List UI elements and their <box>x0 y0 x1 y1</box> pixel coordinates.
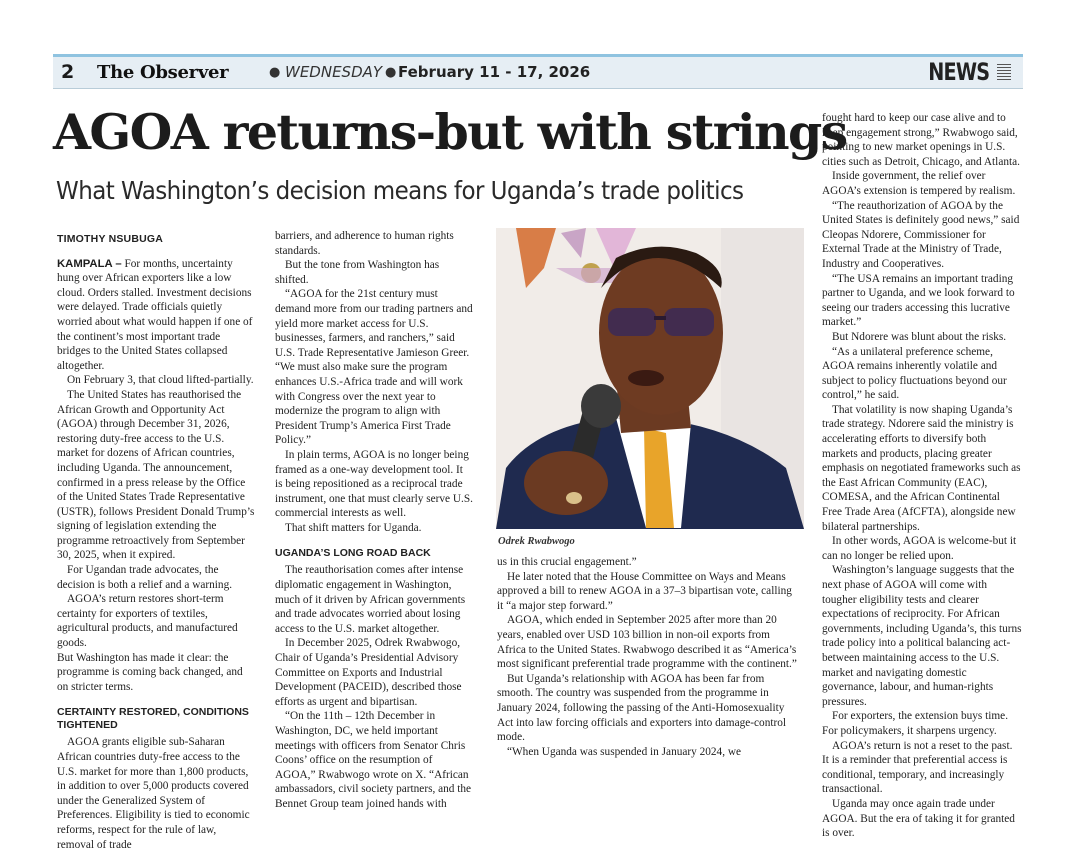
paragraph: AGOA’s return is not a reset to the past. It is a reminder that preferential access is conditional, temporary, and increasingly transactional. <box>822 739 1013 796</box>
paragraph: But Uganda’s relationship with AGOA has been far from smooth. The country was suspended from the programme in January 2024, following the passing of the Anti-Homosexuality Act into law forcing officials and exporters into damage-control mode. <box>497 672 787 744</box>
paragraph: AGOA grants eligible sub-Saharan African countries duty-free access to the U.S. market for more than 1,800 products, in addition to over 5,000 products covered under the Generalized System of Preferences. Eligibility is tied to economic reforms, respect for the rule of law, removal of trade <box>57 736 250 851</box>
bullet-icon: ● <box>385 65 397 80</box>
page-number: 2 <box>61 61 75 83</box>
headline: AGOA returns-but with strings <box>53 103 847 161</box>
section-subheading: UGANDA’S LONG ROAD BACK <box>275 547 431 560</box>
paragraph: AGOA, which ended in September 2025 after more than 20 years, enabled over USD 103 billion in non-oil exports from Africa to the United States. Rwabwogo described it as “America’s most significant preferential trade programme with the continent.” <box>497 614 797 671</box>
weekday: WEDNESDAY <box>285 63 383 81</box>
paragraph: Washington’s language suggests that the next phase of AGOA will come with tougher eligibility tests and clearer expectations of reciprocity. For African governments, including Uganda’s, this turns trade policy into a political balancing act-between maintaining access to the U.S. market and navigating domestic governance, labour, and human-rights pressures. <box>822 564 1022 708</box>
paragraph: But Washington has made it clear: the programme is coming back changed, and on stricter terms. <box>57 651 243 693</box>
paragraph: That shift matters for Uganda. <box>285 521 422 534</box>
lines-icon <box>997 64 1011 82</box>
paragraph: fought hard to keep our case alive and to keep engagement strong,” Rwabwogo said, pointing to new market openings in U.S. cities such as Detroit, Chicago, and Atlanta. <box>822 112 1020 168</box>
paragraph: But Ndorere was blunt about the risks. <box>832 330 1007 343</box>
paragraph: In other words, AGOA is welcome-but it can no longer be relied upon. <box>822 535 1017 562</box>
paragraph: But the tone from Washington has shifted. <box>275 259 440 286</box>
paragraph: On February 3, that cloud lifted-partially. <box>67 374 254 387</box>
paragraph: That volatility is now shaping Uganda’s trade strategy. Ndorere said the ministry is accelerating efforts to diversify both markets and products, placing greater emphasis on negotiated frameworks such as the East African Community (EAC), COMESA, and the African Continental Free Trade Area (AfCFTA), alongside new bilateral partnerships. <box>822 403 1021 533</box>
article-column-3 <box>497 555 797 759</box>
paragraph <box>57 257 255 374</box>
page-header-bar <box>53 54 1023 89</box>
paragraph: “The reauthorization of AGOA by the United States is definitely good news,” said Cleopas Ndorere, Commissioner for External Trade at the Ministry of Trade, Industry and Cooperatives. <box>822 199 1020 270</box>
issue-date: February 11 - 17, 2026 <box>398 63 591 81</box>
paragraph: “When Uganda was suspended in January 2024, we <box>507 745 742 758</box>
bullet-icon: ● <box>269 65 281 80</box>
paragraph: The United States has reauthorised the African Growth and Opportunity Act (AGOA) through December 31, 2026, restoring duty-free access to the U.S. market for dozens of African countries, including Uganda. The announcement, confirmed in a press release by the Office of the United States Trade Representative (USTR), follows President Donald Trump’s signing of legislation extending the programme retroactively from September 30, 2025, when it expired. <box>57 388 255 562</box>
paragraph: Inside government, the relief over AGOA’s extension is tempered by realism. <box>822 170 1016 197</box>
paragraph: us in this crucial engagement.” <box>497 556 637 568</box>
article-column-2 <box>275 229 473 812</box>
paragraph: For Ugandan trade advocates, the decision is both a relief and a warning. <box>57 564 233 591</box>
photo-caption: Odrek Rwabwogo <box>498 536 575 547</box>
lead-dateline: KAMPALA – <box>57 257 122 270</box>
paragraph: For exporters, the extension buys time. For policymakers, it sharpens urgency. <box>822 710 1009 737</box>
section-subheading: CERTAINTY RESTORED, CONDITIONS TIGHTENED <box>57 706 249 732</box>
paragraph: Uganda may once again trade under AGOA. But the era of taking it for granted is over. <box>822 797 1015 840</box>
paragraph: In plain terms, AGOA is no longer being framed as a one-way development tool. It is being repositioned as a reciprocal trade instrument, one that must clearly serve U.S. commercial interests as well. <box>275 448 473 520</box>
subheadline: What Washington’s decision means for Uganda’s trade politics <box>56 176 744 205</box>
paragraph: “The USA remains an important trading partner to Uganda, and we look forward to seeing our traders accessing this lucrative market.” <box>822 272 1015 329</box>
masthead: The Observer <box>97 62 229 83</box>
article-column-1 <box>57 232 255 852</box>
paragraph: He later noted that the House Committee on Ways and Means approved a bill to renew AGOA in a 37–3 bipartisan vote, calling it “a major step forward.” <box>497 570 792 612</box>
paragraph: “AGOA for the 21st century must demand more from our trading partners and yield more market access for U.S. businesses, farmers, and ranchers,” said U.S. Trade Representative Jamieson Greer. “We must also make sure the program enhances U.S.-Africa trade and will work with Congress over the next year to modernize the program to align with President Trump’s America First Trade Policy.” <box>275 288 473 447</box>
paragraph: “On the 11th – 12th December in Washington, DC, we held important meetings with officers from Senator Chris Coons’ office on the resumption of AGOA,” Rwabwogo wrote on X. “African ambassadors, civil society partners, and the Bennet Group team joined hands with <box>275 710 472 810</box>
paragraph: In December 2025, Odrek Rwabwogo, Chair of Uganda’s Presidential Advisory Committee on Exports and Industrial Development (PACEID), described those efforts as urgent and bipartisan. <box>275 637 462 708</box>
paragraph: barriers, and adherence to human rights standards. <box>275 230 454 257</box>
speaker-photo <box>496 228 804 529</box>
paragraph-text: For months, uncertainty hung over African exporters like a low cloud. Orders stalled. Investment decisions were delayed. Trade officials quietly worried about what would happen if one of the continent’s most important trade bridges to the United States collapsed altogether. <box>57 257 253 372</box>
paragraph: The reauthorisation comes after intense diplomatic engagement in Washington, much of it driven by African governments and trade advocates worried about losing access to the U.S. market altogether. <box>275 564 466 635</box>
paragraph: “As a unilateral preference scheme, AGOA remains inherently volatile and subject to policy fluctuations beyond our control,” he said. <box>822 345 1007 402</box>
byline: TIMOTHY NSUBUGA <box>57 233 164 245</box>
article-column-4 <box>822 111 1022 841</box>
section-label: NEWS <box>928 58 989 86</box>
speaker-illustration <box>496 228 804 529</box>
paragraph: AGOA’s return restores short-term certainty for exporters of textiles, agricultural products, and manufactured goods. <box>57 593 238 650</box>
